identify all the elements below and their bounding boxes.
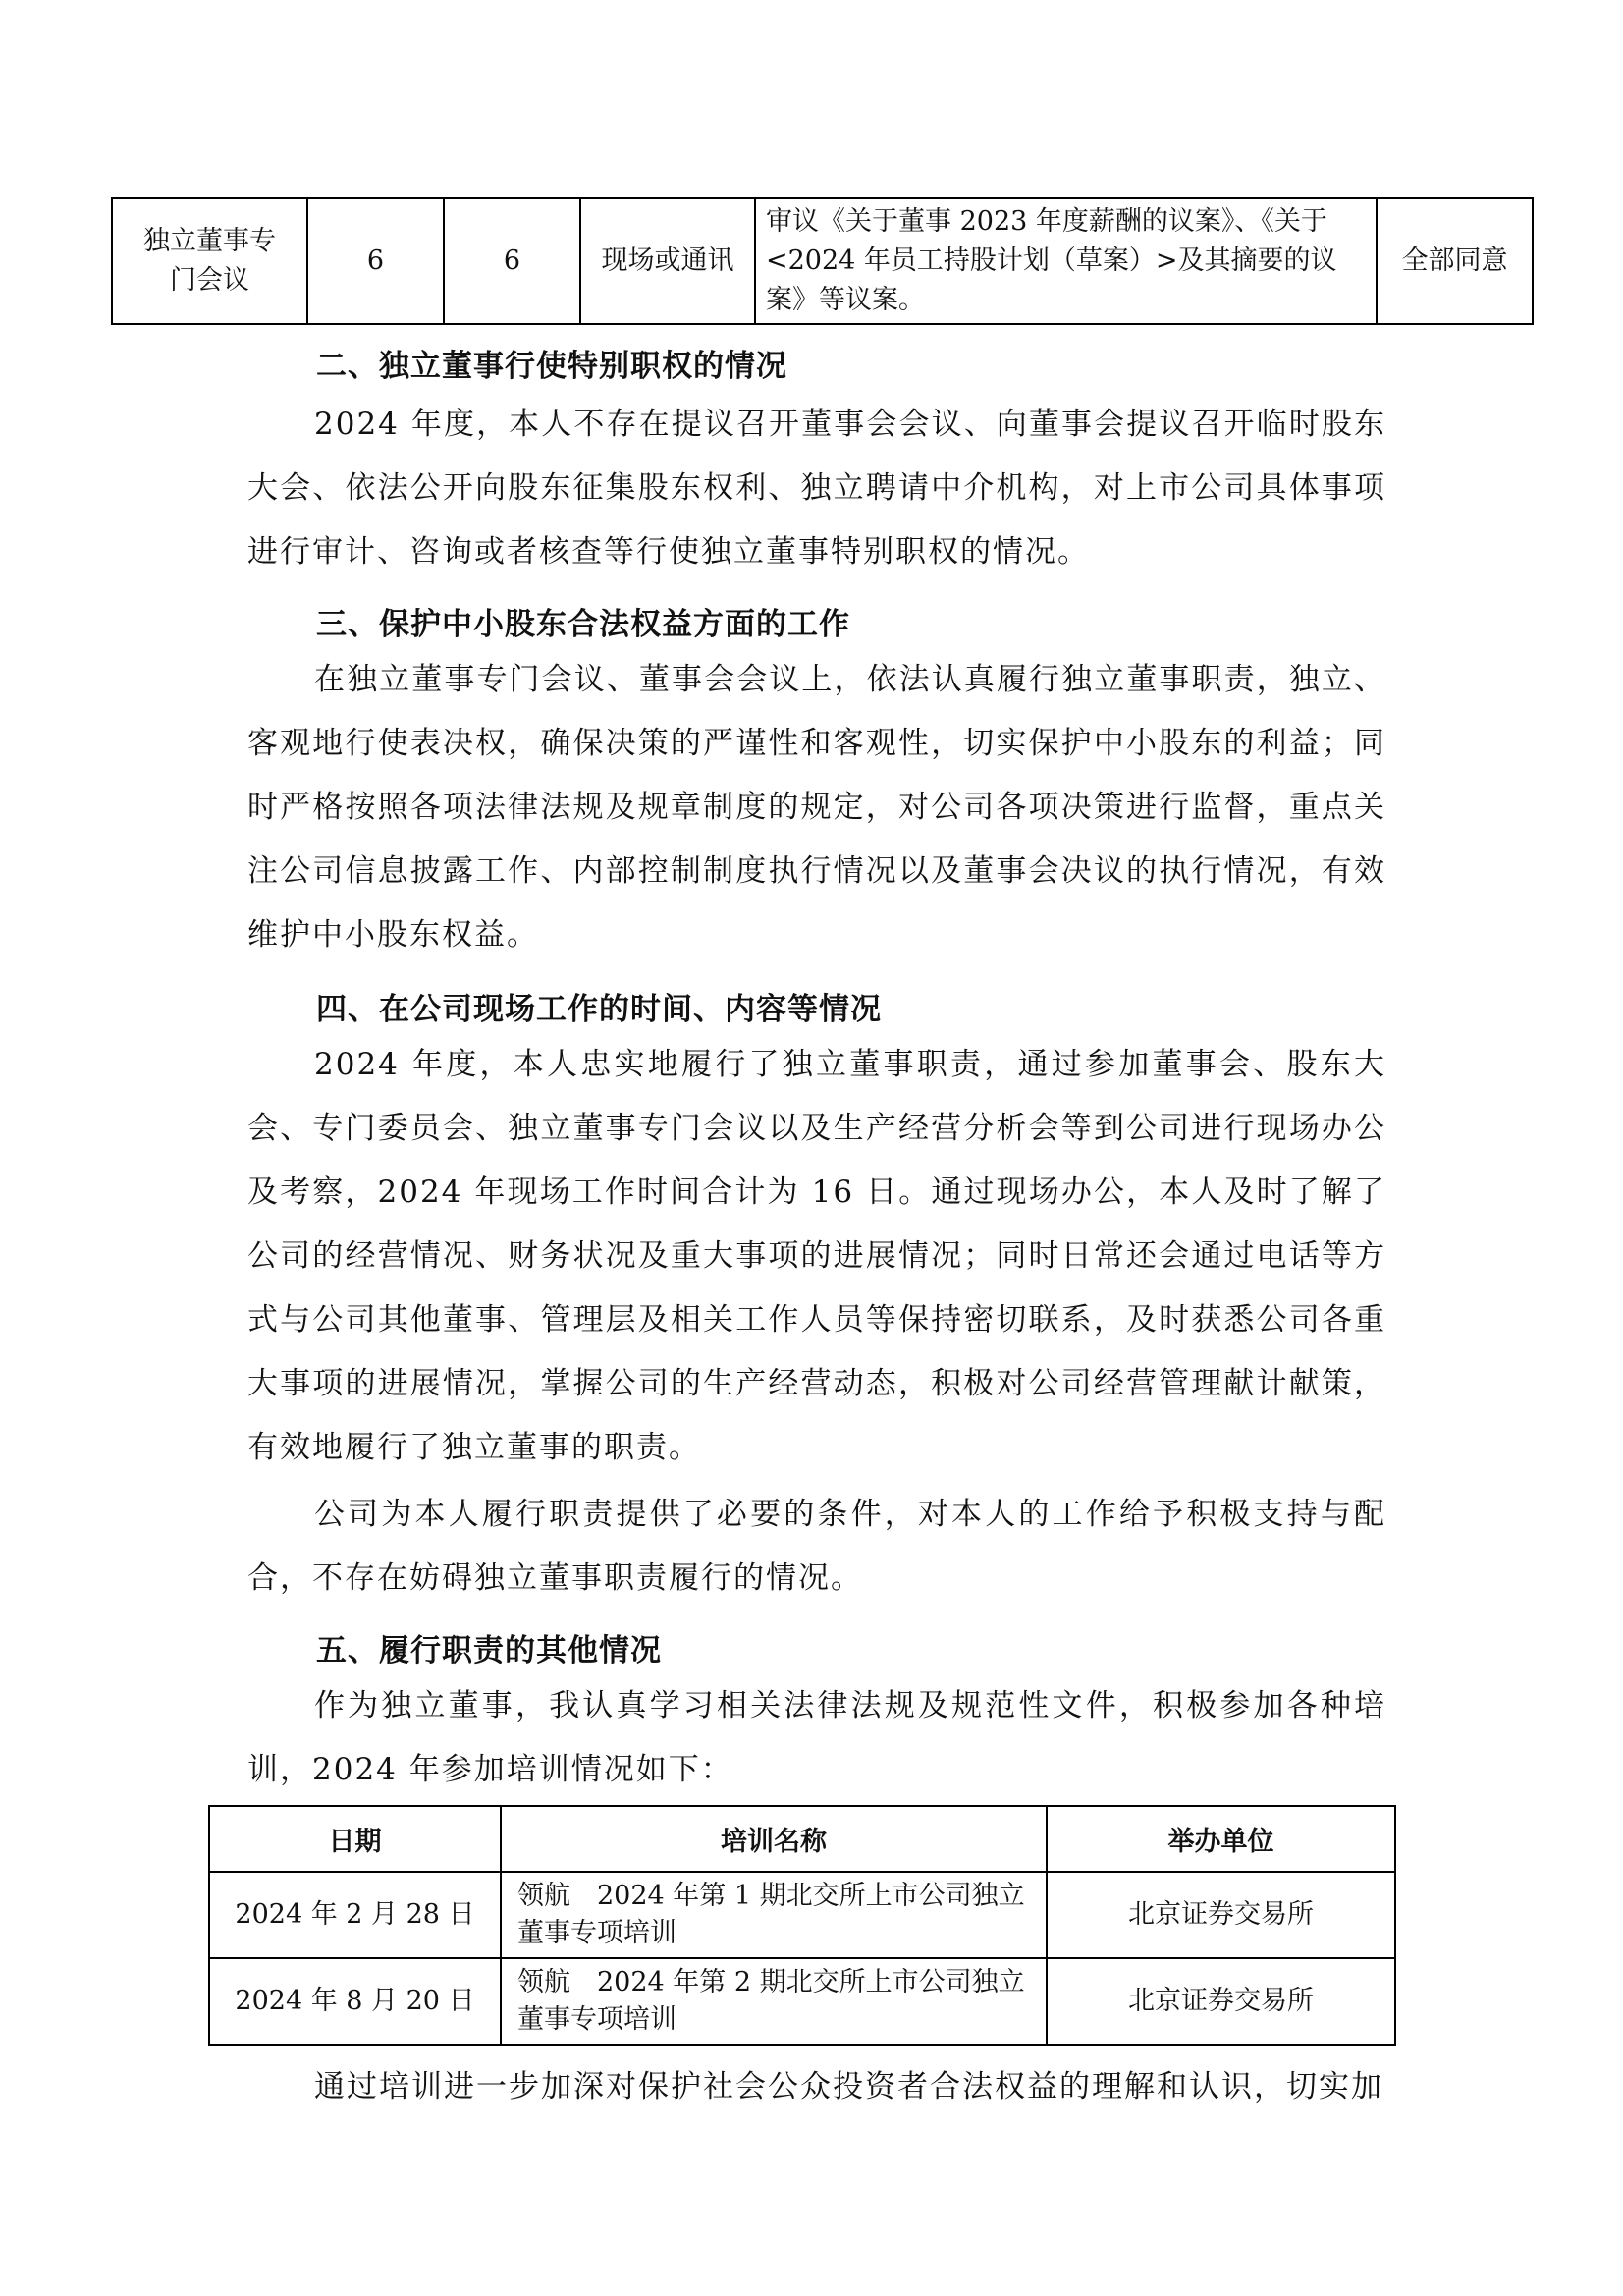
attend-method-cell: 现场或通讯 (580, 198, 755, 324)
training-name: 领航 2024 年第 2 期北交所上市公司独立董事专项培训 (501, 1958, 1047, 2045)
meeting-content-cell: 审议《关于董事 2023 年度薪酬的议案》、《关于<2024 年员工持股计划（草案）>及其摘要的议案》等议案。 (755, 198, 1377, 324)
opinion-cell: 全部同意 (1377, 198, 1533, 324)
training-table (208, 1805, 1396, 2046)
column-header: 举办单位 (1047, 1806, 1395, 1872)
section-heading-3: 三、保护中小股东合法权益方面的工作 (316, 607, 850, 642)
training-name: 领航 2024 年第 1 期北交所上市公司独立董事专项培训 (501, 1872, 1047, 1958)
should-attend-cell: 6 (307, 198, 444, 324)
training-date: 2024 年 2 月 28 日 (209, 1872, 501, 1958)
table-row (209, 1872, 1395, 1958)
paragraph: 作为独立董事，我认真学习相关法律法规及规范性文件，积极参加各种培训，2024 年参加培训情况如下： (247, 1688, 1386, 1787)
section-heading-2: 二、独立董事行使特别职权的情况 (316, 349, 787, 384)
training-date: 2024 年 8 月 20 日 (209, 1958, 501, 2045)
table-row (112, 198, 1533, 324)
section-heading-5: 五、履行职责的其他情况 (316, 1633, 662, 1668)
meeting-table (111, 197, 1534, 325)
meeting-type-cell: 独立董事专门会议 (112, 198, 307, 324)
paragraph: 2024 年度，本人忠实地履行了独立董事职责，通过参加董事会、股东大会、专门委员会、独立董事专门会议以及生产经营分析会等到公司进行现场办公及考察，2024 年现场工作时间合计为 16 日。通过现场办公，本人及时了解了公司的经营情况、财务状况及重大事项的进展情况；同时日常还会通过电话等方式与公司其他董事、管理层及相关工作人员等保持密切联系，及时获悉公司各重大事项的进展情况，掌握公司的生产经营动态，积极对公司经营管理献计献策，有效地履行了独立董事的职责。 (247, 1047, 1386, 1465)
column-header: 培训名称 (501, 1806, 1047, 1872)
paragraph: 在独立董事专门会议、董事会会议上，依法认真履行独立董事职责，独立、客观地行使表决权，确保决策的严谨性和客观性，切实保护中小股东的利益；同时严格按照各项法律法规及规章制度的规定，对公司各项决策进行监督，重点关注公司信息披露工作、内部控制制度执行情况以及董事会决议的执行情况，有效维护中小股东权益。 (247, 662, 1386, 953)
training-organizer: 北京证券交易所 (1047, 1958, 1395, 2045)
table-header-row (209, 1806, 1395, 1872)
table-row (209, 1958, 1395, 2045)
column-header: 日期 (209, 1806, 501, 1872)
actual-attend-cell: 6 (444, 198, 580, 324)
section-heading-4: 四、在公司现场工作的时间、内容等情况 (316, 992, 882, 1027)
paragraph: 公司为本人履行职责提供了必要的条件，对本人的工作给予积极支持与配合，不存在妨碍独立董事职责履行的情况。 (247, 1497, 1386, 1596)
closing-paragraph: 通过培训进一步加深对保护社会公众投资者合法权益的理解和认识，切实加 (314, 2069, 1383, 2105)
paragraph: 2024 年度，本人不存在提议召开董事会会议、向董事会提议召开临时股东大会、依法公开向股东征集股东权利、独立聘请中介机构，对上市公司具体事项进行审计、咨询或者核查等行使独立董事特别职权的情况。 (247, 407, 1386, 570)
training-organizer: 北京证券交易所 (1047, 1872, 1395, 1958)
